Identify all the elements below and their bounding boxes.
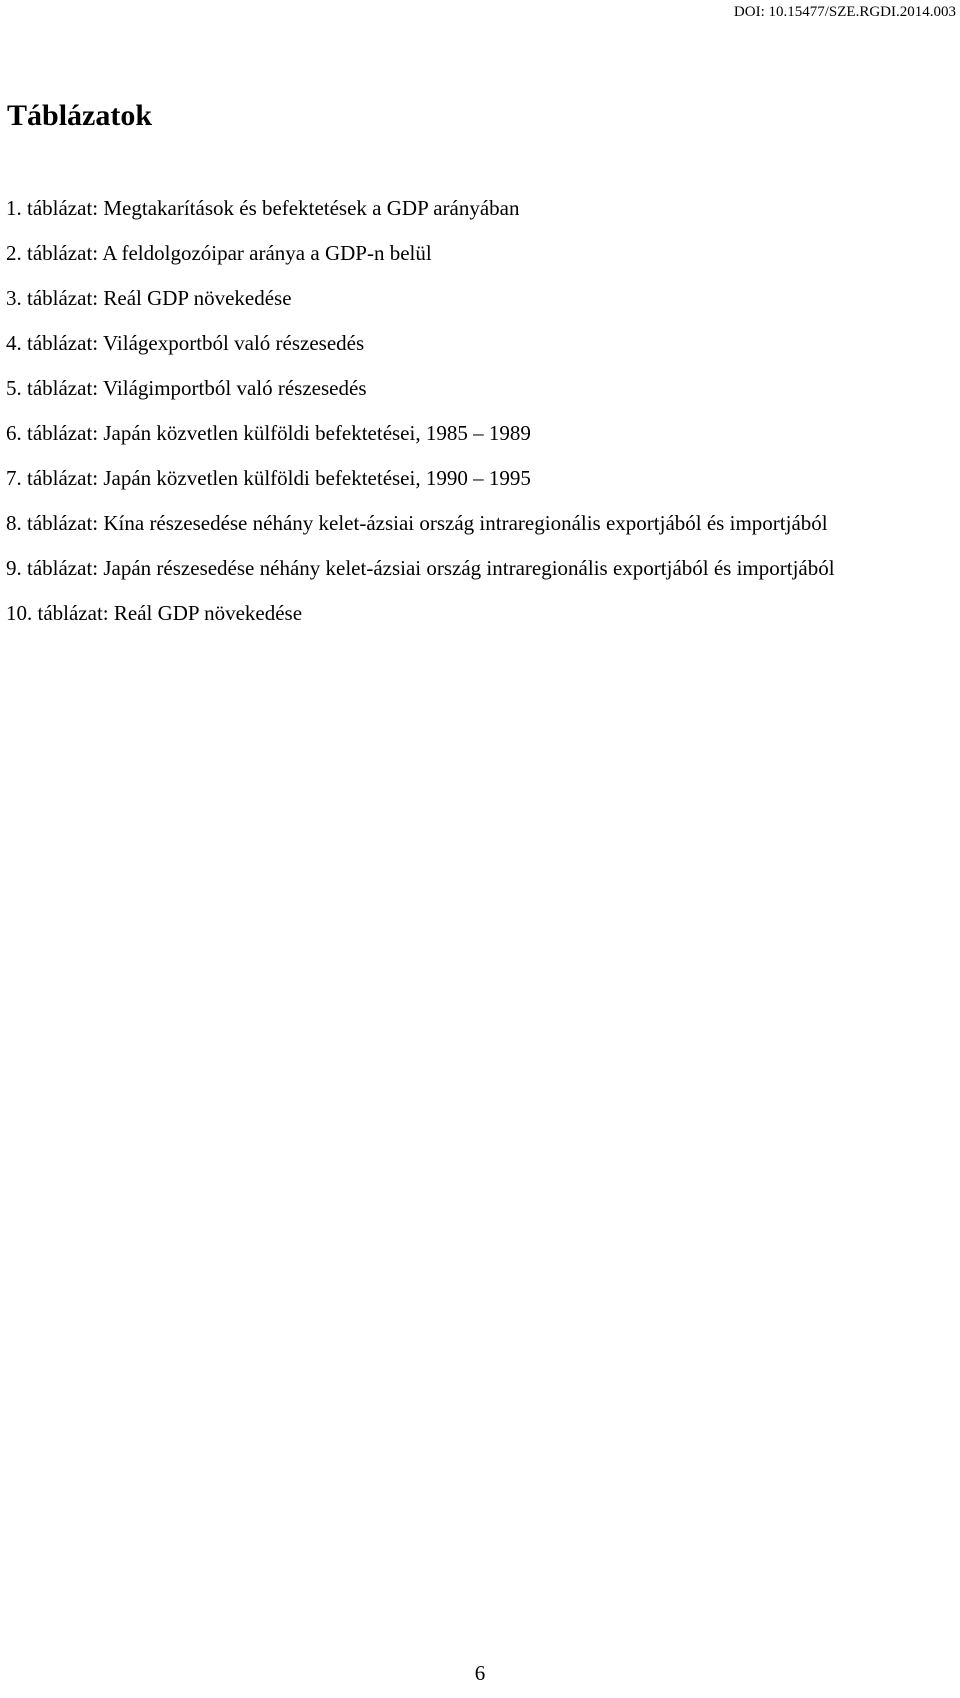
table-list-item (6, 321, 906, 366)
item-text: táblázat: Reál GDP növekedése (37, 601, 303, 625)
table-list (6, 186, 906, 636)
table-list-item (6, 546, 906, 591)
table-list-item (6, 501, 906, 546)
item-text: táblázat: Japán közvetlen külföldi befektetései, 1990 – 1995 (27, 466, 531, 490)
table-list-item (6, 591, 906, 636)
item-number: 5. (6, 376, 22, 400)
item-text: táblázat: Japán közvetlen külföldi befektetései, 1985 – 1989 (27, 421, 531, 445)
table-list-item (6, 231, 906, 276)
item-text: táblázat: A feldolgozóipar aránya a GDP-n belül (27, 241, 432, 265)
page-number: 6 (474, 1661, 486, 1685)
page-title: Táblázatok (7, 99, 153, 132)
item-number: 1. (6, 196, 22, 220)
table-list-item (6, 366, 906, 411)
table-list-item (6, 411, 906, 456)
item-number: 2. (6, 241, 22, 265)
item-text: táblázat: Reál GDP növekedése (27, 286, 292, 310)
item-number: 4. (6, 331, 22, 355)
item-number: 7. (6, 466, 22, 490)
item-text: táblázat: Japán részesedése néhány kelet-ázsiai ország intraregionális exportjából és importjából (27, 556, 835, 580)
item-text: táblázat: Világexportból való részesedés (27, 331, 365, 355)
item-number: 8. (6, 511, 22, 535)
item-number: 6. (6, 421, 22, 445)
item-text: táblázat: Kína részesedése néhány kelet-ázsiai ország intraregionális exportjából és importjából (27, 511, 828, 535)
item-number: 10. (6, 601, 33, 625)
item-text: táblázat: Megtakarítások és befektetések a GDP arányában (27, 196, 520, 220)
table-list-item (6, 186, 906, 231)
table-list-item (6, 276, 906, 321)
item-number: 9. (6, 556, 22, 580)
item-text: táblázat: Világimportból való részesedés (27, 376, 367, 400)
item-number: 3. (6, 286, 22, 310)
table-list-item (6, 456, 906, 501)
doi-header: DOI: 10.15477/SZE.RGDI.2014.003 (733, 4, 956, 20)
